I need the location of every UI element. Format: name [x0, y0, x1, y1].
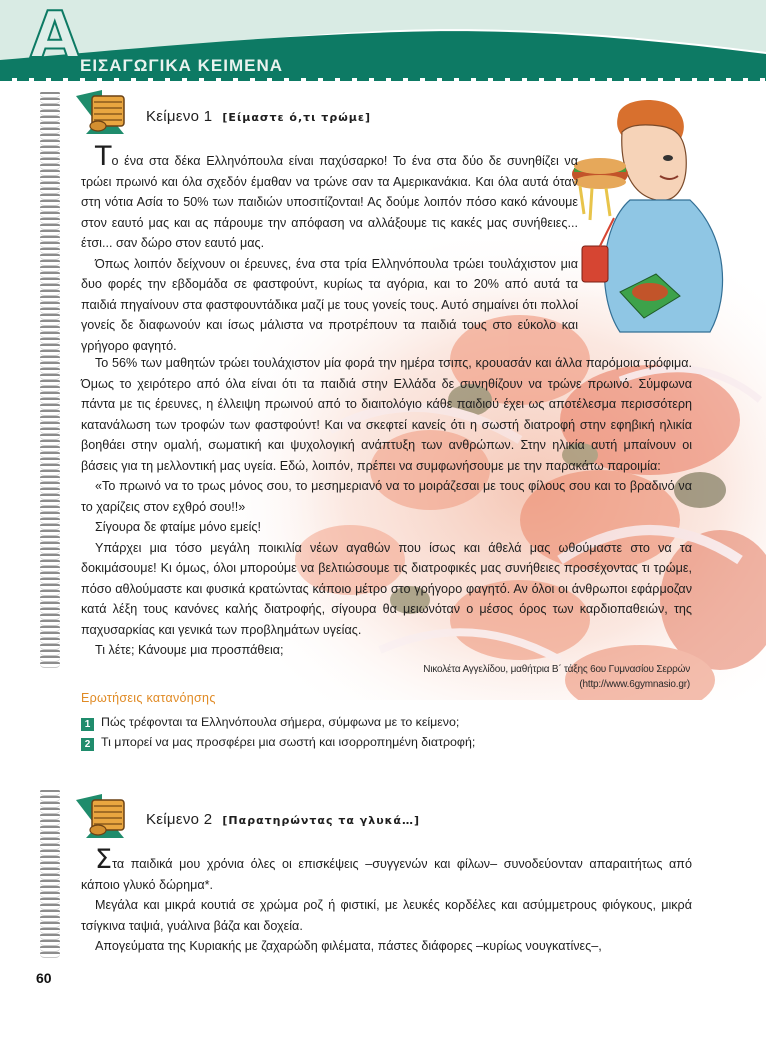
questions-heading: Ερωτήσεις κατανόησης	[81, 691, 216, 705]
section-1-subtitle: [Είμαστε ό,τι τρώμε]	[222, 111, 371, 124]
paragraph: Όπως λοιπόν δείχνουν οι έρευνες, ένα στα τρία Ελληνόπουλα τρώει τουλάχιστον μια δυο φορές την εβδομάδα σε φαστφούντ, κυρίως τα αγόρια, και το 20% από αυτά τα παιδιά πηγαίνουν στα φαστφουντάδικα μαζί με τους γονείς τους. Αυτό σημαίνει ότι πολλοί γονείς δε διαφωνούν και ίσως μάλιστα να προτρέπουν τα παιδιά τους στο εύκολο και γρήγορο φαγητό.	[81, 256, 578, 353]
chapter-letter: A	[30, 0, 80, 73]
scroll-icon	[76, 794, 134, 840]
section-2-label: Κείμενο 2	[146, 811, 213, 828]
paragraph-text: τα παιδικά μου χρόνια όλες οι επισκέψεις –συγγενών και φίλων– συνοδεύονταν απαραιτήτως από κάποιο γλυκό δώρημα*.	[81, 857, 692, 892]
question-number-badge: 1	[81, 718, 94, 731]
paragraph: Τι λέτε; Κάνουμε μια προσπάθεια;	[95, 643, 284, 657]
spiral-binding	[40, 92, 60, 668]
question-text: Τι μπορεί να μας προσφέρει μια σωστή και ισορροπημένη διατροφή;	[101, 735, 476, 749]
question-item	[81, 735, 475, 751]
section-1-heading	[146, 108, 371, 125]
text-1-body-bottom	[81, 353, 692, 661]
page-number: 60	[36, 970, 52, 986]
paragraph	[81, 141, 578, 254]
paragraph: Απογεύματα της Κυριακής με ζαχαρώδη φιλέματα, πάστες διάφορες –κυρίως νουγκατίνες–,	[95, 939, 602, 953]
source-credit	[423, 662, 690, 692]
chapter-title: ΕΙΣΑΓΩΓΙΚΑ ΚΕΙΜΕΝΑ	[80, 56, 283, 75]
question-item	[81, 715, 459, 731]
text-2-body	[81, 844, 692, 957]
paragraph: Το 56% των μαθητών τρώει τουλάχιστον μία φορά την ημέρα τσιπς, κρουασάν και άλλα παρόμοια τρόφιμα. Όμως το χειρότερο από όλα είναι ότι τα παιδιά στην Ελλάδα δε συνηθίζουν να τρώνε πρωινό. Σύμφωνα πάντα με τις έρευνες, η έλλειψη πρωινού από το διαιτολόγιο κάθε παιδιού έχει ως αποτέλεσμα περισσότερη κατανάλωση των τροφών των φαστφούντ! Και να σκεφτεί κανείς ότι η σωστή διατροφή στην εφηβική ηλικία βοηθάει στην ομαλή, σωματική και ψυχολογική ανάπτυξη των ανθρώπων. Στην ηλικία αυτή μπαίνουν οι βάσεις για τη μελλοντική μας υγεία. Εδώ, λοιπόν, πρέπει να συμφωνήσουμε με την παρακάτω παροιμία:	[81, 356, 692, 473]
scroll-icon	[76, 90, 134, 136]
drop-cap: Τ	[95, 141, 112, 172]
section-2-heading	[146, 811, 420, 828]
boy-eating-burger-illustration	[560, 96, 750, 336]
paragraph: «Το πρωινό να το τρως μόνος σου, το μεσημεριανό να το μοιράζεσαι με τους φίλους σου και το βραδινό να το χαρίζεις στον εχθρό σου!!»	[81, 479, 692, 514]
header-dash-divider	[0, 76, 766, 81]
question-text: Πώς τρέφονται τα Ελληνόπουλα σήμερα, σύμφωνα με το κείμενο;	[101, 715, 460, 729]
paragraph: Υπάρχει μια τόσο μεγάλη ποικιλία νέων αγαθών που ίσως και άθελά μας ωθούμαστε στο να τα δοκιμάσουμε! Κι όμως, όλοι μπορούμε να βελτιώσουμε τις διατροφικές μας συνήθειες προσέχοντας τι τρώμε, πόσο αθλούμαστε και φυσικά κρατώντας κάποιο μέτρο στο γρήγορο φαγητό. Αν όλοι οι άνθρωποι εφάρμοζαν κατά λέξη τους κανόνες καλής διατροφής, σίγουρα θα μειωνόταν ο μέσος όρος των καρδιοπαθειών, της παχυσαρκίας και γενικά των προβλημάτων υγείας.	[81, 540, 692, 637]
credit-url: (http://www.6gymnasio.gr)	[579, 679, 690, 690]
question-number-badge: 2	[81, 738, 94, 751]
drop-cap: Σ	[95, 844, 113, 875]
text-1-body-top	[81, 141, 578, 356]
paragraph	[81, 844, 692, 895]
paragraph: Σίγουρα δε φταίμε μόνο εμείς!	[95, 520, 261, 534]
credit-author: Νικολέτα Αγγελίδου, μαθήτρια Β΄ τάξης 6ου Γυμνασίου Σερρών	[423, 664, 690, 675]
paragraph-text: ο ένα στα δέκα Ελληνόπουλα είναι παχύσαρκο! Το ένα στα δύο δε συνηθίζει να τρώει πρωινό και όλα σχεδόν έμαθαν να τρώνε σαν τα Αμερικανάκια. Και όλα αυτά όταν στη νότια Ασία το 50% των παιδιών υποσιτίζονται! Ας δούμε λοιπόν πόσο κακό κάνουμε στον εαυτό μας και ας πάρουμε την απόφαση να αλλάξουμε τις κακές μας συνήθειες... έτσι... σαν δώρο στον εαυτό μας.	[81, 154, 578, 250]
paragraph: Μεγάλα και μικρά κουτιά σε χρώμα ροζ ή φιστικί, με λευκές κορδέλες και ασύμμετρους φιόγκους, μικρά τσίγκινα ταψιά, γυάλινα βάζα και δοχεία.	[81, 898, 692, 933]
section-2-subtitle: [Παρατηρώντας τα γλυκά…]	[222, 814, 421, 827]
spiral-binding	[40, 790, 60, 958]
section-1-label: Κείμενο 1	[146, 108, 213, 125]
